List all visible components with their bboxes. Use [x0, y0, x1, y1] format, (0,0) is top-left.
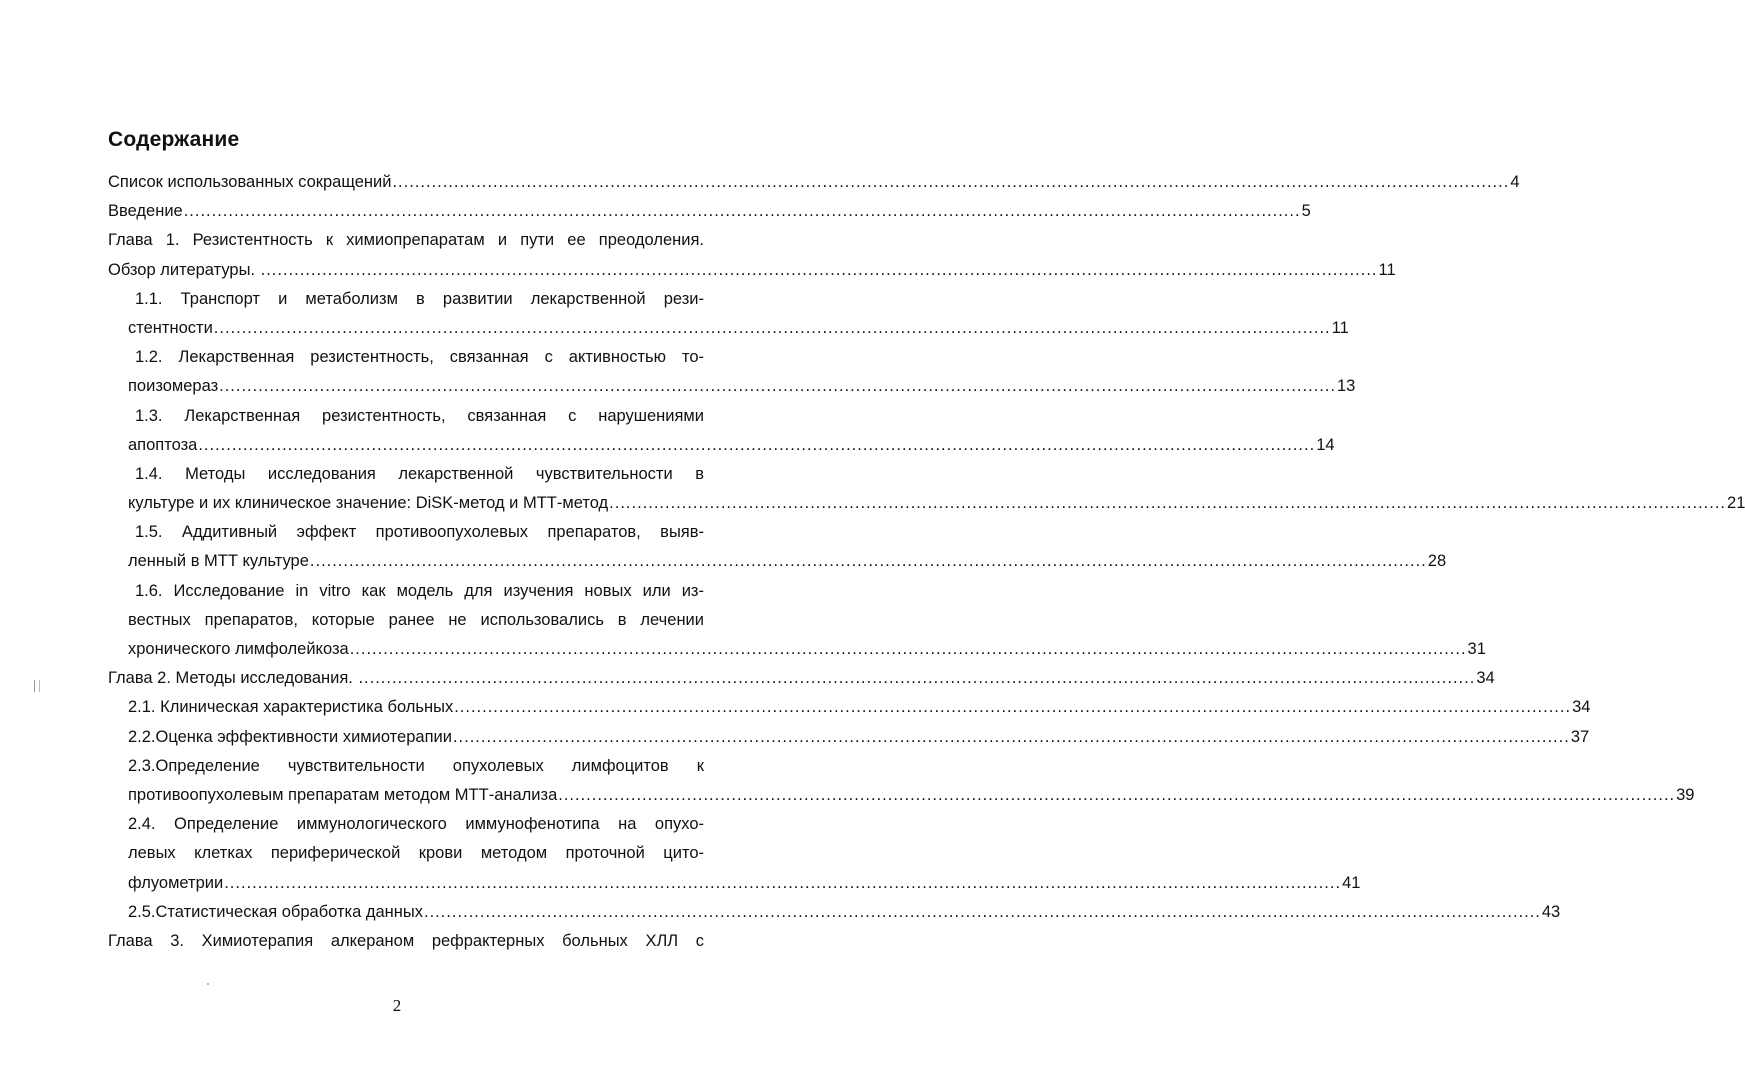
- leader-dots: ........................................................................................................................................................................................................: [183, 202, 1301, 221]
- toc-entry-text: хронического лимфолейкоза: [128, 640, 349, 658]
- toc-chapter-1: [108, 256, 1396, 285]
- toc-entry-text: апоптоза: [128, 435, 198, 454]
- toc-section-1-1-line1: 1.1. Транспорт и метаболизм в развитии лекарственной рези-: [135, 289, 704, 308]
- toc-entry-text: противоопухолевым препаратам методом МТТ-анализа: [128, 785, 558, 804]
- leader-dots: ........................................................................................................................................................................................................: [358, 669, 1476, 688]
- toc-section-2-4-line1: 2.4. Определение иммунологического иммунофенотипа на опухо-: [128, 815, 704, 834]
- toc-entry-text: поизомераз: [128, 377, 219, 396]
- toc-entry-text: ленный в МТТ культуре: [128, 552, 309, 571]
- toc-section-1-1: [108, 314, 1349, 343]
- scan-speck: [207, 983, 209, 985]
- toc-section-1-2: [108, 372, 1356, 401]
- toc-page-number: 4: [1510, 173, 1520, 191]
- toc-entry-text: флуометрии: [128, 873, 224, 892]
- toc-entry-intro: [108, 197, 1311, 226]
- toc-page-number: 34: [1572, 698, 1591, 717]
- toc-section-2-5: [108, 898, 1561, 927]
- toc-section-1-2-line1: 1.2. Лекарственная резистентность, связанная с активностью то-: [135, 348, 704, 367]
- toc-section-2-4-line2: левых клетках периферической крови методом проточной цито-: [128, 844, 704, 863]
- leader-dots: ........................................................................................................................................................................................................: [349, 640, 1467, 658]
- toc-page-number: 31: [1467, 640, 1486, 658]
- toc-section-1-3: [108, 431, 1335, 460]
- toc-page-number: 21: [1727, 494, 1745, 513]
- leader-dots: ........................................................................................................................................................................................................: [609, 494, 1727, 513]
- toc-page-number: 11: [1378, 260, 1396, 279]
- toc-page-number: 41: [1342, 873, 1361, 892]
- toc-entry-text: 2.1. Клиническая характеристика больных: [128, 698, 454, 717]
- leader-dots: ........................................................................................................................................................................................................: [392, 173, 1510, 191]
- toc-section-1-5: [108, 547, 1447, 576]
- toc-page-number: 13: [1337, 377, 1356, 396]
- toc-entry-text: Список использованных сокращений: [108, 173, 392, 191]
- page-number: 2: [392, 996, 402, 1015]
- toc-section-1-6-line1: 1.6. Исследование in vitro как модель для изучения новых или из-: [135, 581, 704, 600]
- leader-dots: ........................................................................................................................................................................................................: [219, 377, 1336, 396]
- page-title: Содержание: [108, 128, 240, 151]
- toc-entry-text: 2.5.Статистическая обработка данных: [128, 902, 424, 921]
- toc-page-number: 34: [1476, 669, 1495, 688]
- toc-page-number: 37: [1570, 727, 1590, 746]
- toc-entry-text: Введение: [108, 202, 183, 221]
- toc-page-number: 43: [1541, 902, 1561, 921]
- toc-entry-text: культуре и их клиническое значение: DiSK-метод и МТТ-метод: [128, 494, 609, 513]
- toc-chapter-3-line1: Глава 3. Химиотерапия алкераном рефрактерных больных ХЛЛ с: [108, 931, 704, 950]
- table-of-contents: [108, 168, 1745, 956]
- leader-dots: ........................................................................................................................................................................................................: [309, 552, 1427, 571]
- leader-dots: ........................................................................................................................................................................................................: [452, 727, 1570, 746]
- toc-section-2-1: [108, 693, 1591, 722]
- toc-page-number: 28: [1427, 552, 1447, 571]
- toc-chapter-2: [108, 664, 1495, 693]
- leader-dots: ........................................................................................................................................................................................................: [424, 902, 1541, 921]
- toc-page-number: 14: [1316, 435, 1335, 454]
- toc-section-1-4-line1: 1.4. Методы исследования лекарственной чувствительности в: [135, 464, 704, 483]
- toc-section-1-6-line2: вестных препаратов, которые ранее не использовались в лечении: [128, 610, 704, 629]
- toc-page-number: 39: [1676, 785, 1695, 804]
- toc-section-1-4: [108, 489, 1745, 518]
- toc-entry-text: Глава 2. Методы исследования.: [108, 669, 358, 688]
- leader-dots: ........................................................................................................................................................................................................: [454, 698, 1572, 717]
- toc-section-2-4: [108, 869, 1361, 898]
- scan-mark: [34, 680, 40, 692]
- toc-section-2-3-line1: 2.3.Определение чувствительности опухолевых лимфоцитов к: [128, 756, 704, 775]
- toc-page-number: 11: [1331, 318, 1349, 337]
- leader-dots: ........................................................................................................................................................................................................: [558, 785, 1676, 804]
- toc-section-2-2: [108, 723, 1590, 752]
- leader-dots: ........................................................................................................................................................................................................: [198, 435, 1316, 454]
- toc-entry-text: 2.2.Оценка эффективности химиотерапии: [128, 727, 452, 746]
- toc-entry-abbreviations: [108, 168, 1520, 197]
- toc-section-1-5-line1: 1.5. Аддитивный эффект противоопухолевых препаратов, выяв-: [135, 523, 704, 542]
- toc-section-1-3-line1: 1.3. Лекарственная резистентность, связанная с нарушениями: [135, 406, 704, 425]
- leader-dots: ........................................................................................................................................................................................................: [260, 260, 1378, 279]
- toc-page-number: 5: [1301, 202, 1311, 221]
- leader-dots: ........................................................................................................................................................................................................: [213, 318, 1331, 337]
- toc-chapter-1-line1: Глава 1. Резистентность к химиопрепаратам и пути ее преодоления.: [108, 231, 704, 250]
- toc-entry-text: стентности: [128, 318, 213, 337]
- toc-section-1-6: [108, 635, 1486, 664]
- toc-section-2-3: [108, 781, 1695, 810]
- toc-entry-text: Обзор литературы.: [108, 260, 260, 279]
- leader-dots: ........................................................................................................................................................................................................: [224, 873, 1342, 892]
